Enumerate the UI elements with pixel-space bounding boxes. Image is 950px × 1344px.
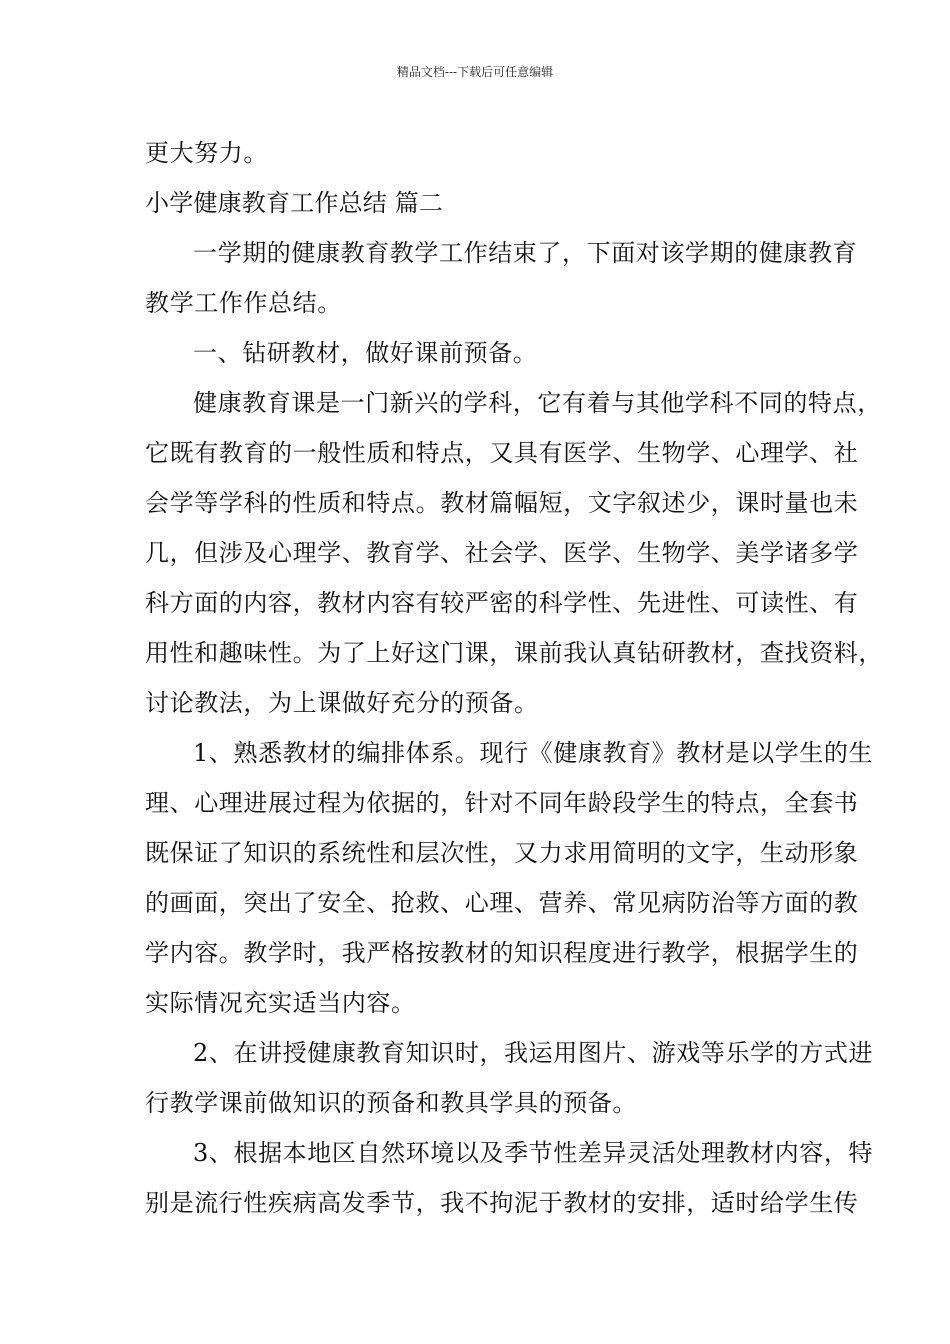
text-line: 讨论教法，为上课做好充分的预备。 bbox=[145, 689, 539, 717]
document-body bbox=[145, 128, 883, 1228]
text-line: 2、在讲授健康教育知识时，我运用图片、游戏等乐学的方式进 bbox=[193, 1039, 874, 1067]
text-line: 教学工作作总结。 bbox=[145, 289, 342, 317]
text-line: 实际情况充实适当内容。 bbox=[145, 989, 416, 1017]
text-line: 会学等学科的性质和特点。教材篇幅短，文字叙述少，课时量也未 bbox=[145, 489, 859, 517]
text-line: 行教学课前做知识的预备和教具学具的预备。 bbox=[145, 1089, 637, 1117]
text-line: 它既有教育的一般性质和特点，又具有医学、生物学、心理学、社 bbox=[145, 439, 859, 467]
subheading: 一、钻研教材，做好课前预备。 bbox=[193, 339, 538, 367]
text-line: 理、心理进展过程为依据的，针对不同年龄段学生的特点，全套书 bbox=[145, 789, 859, 817]
text-line: 更大努力。 bbox=[145, 139, 268, 167]
text-line: 学内容。教学时，我严格按教材的知识程度进行教学，根据学生的 bbox=[145, 939, 859, 967]
page-header: 精品文档---下载后可任意编辑 bbox=[396, 65, 554, 79]
text-line: 1、熟悉教材的编排体系。现行《健康教育》教材是以学生的生 bbox=[193, 739, 874, 767]
text-line: 别是流行性疾病高发季节，我不拘泥于教材的安排，适时给学生传 bbox=[145, 1189, 859, 1217]
text-line: 几，但涉及心理学、教育学、社会学、医学、生物学、美学诸多学 bbox=[145, 539, 859, 567]
text-line: 用性和趣味性。为了上好这门课，课前我认真钻研教材，查找资料， bbox=[145, 639, 883, 667]
text-line: 既保证了知识的系统性和层次性，又力求用简明的文字，生动形象 bbox=[145, 839, 859, 867]
text-line: 3、根据本地区自然环境以及季节性差异灵活处理教材内容，特 bbox=[193, 1139, 874, 1167]
text-line: 科方面的内容，教材内容有较严密的科学性、先进性、可读性、有 bbox=[145, 589, 859, 617]
text-line: 健康教育课是一门新兴的学科，它有着与其他学科不同的特点， bbox=[193, 389, 882, 417]
section-title: 小学健康教育工作总结 篇二 bbox=[145, 189, 444, 217]
text-line: 的画面，突出了安全、抢救、心理、营养、常见病防治等方面的教 bbox=[145, 889, 859, 917]
text-line: 一学期的健康教育教学工作结束了，下面对该学期的健康教育 bbox=[193, 239, 858, 267]
